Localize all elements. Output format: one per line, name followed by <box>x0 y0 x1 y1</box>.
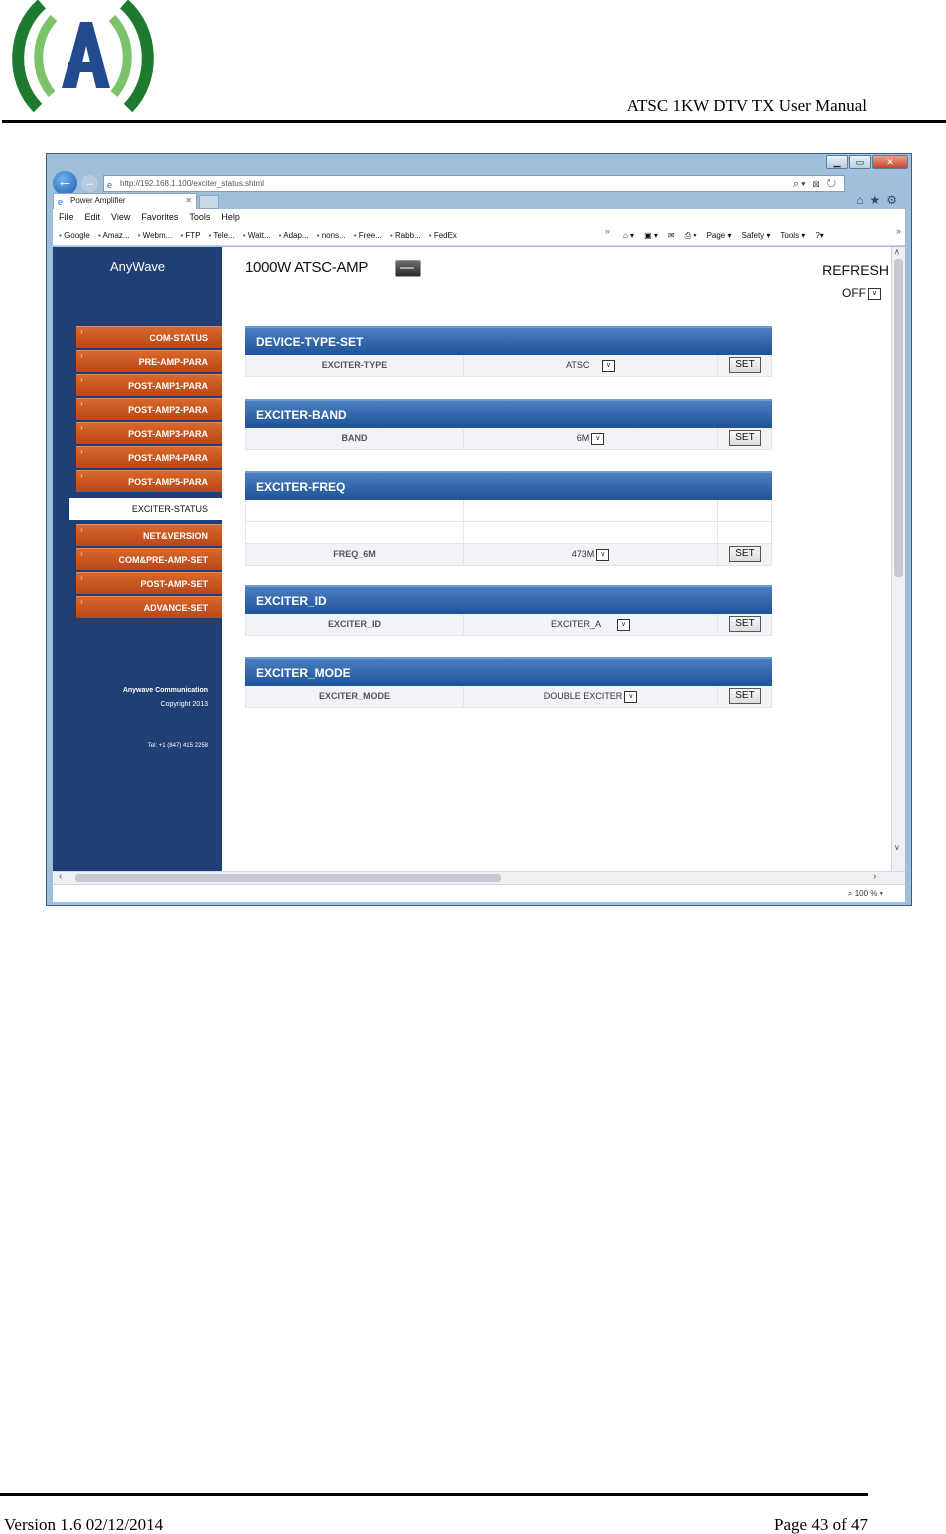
favorites-bar <box>53 225 905 246</box>
favorite-link[interactable]: ▪ Rabb... <box>390 225 421 246</box>
command-home-icon[interactable]: ⌂ ▾ <box>623 231 635 240</box>
set-button[interactable]: SET <box>729 357 761 373</box>
scroll-thumb[interactable] <box>75 874 501 882</box>
phone-text: Tel: +1 (847) 415 2258 <box>147 743 208 749</box>
favorite-link[interactable]: ▪ Amaz... <box>98 225 130 246</box>
empty-cell <box>464 522 718 543</box>
favorite-link[interactable]: ▪ Tele... <box>208 225 234 246</box>
window-controls <box>825 155 908 169</box>
field-value: 6M <box>576 433 590 443</box>
refresh-value: OFF <box>842 286 866 300</box>
chevron-down-icon[interactable]: ∨ <box>617 619 630 631</box>
tab-power-amplifier[interactable] <box>53 193 197 209</box>
chevron-down-icon[interactable]: ∨ <box>624 691 637 703</box>
section-header: EXCITER_ID <box>245 585 772 614</box>
sidebar-item-com-status[interactable]: › COM-STATUS <box>76 326 222 348</box>
section-device-type-set <box>245 326 772 377</box>
exciter-mode-select[interactable] <box>464 686 718 707</box>
footer-version: Version 1.6 02/12/2014 <box>4 1515 164 1534</box>
favorite-link[interactable]: ▪ Free... <box>354 225 382 246</box>
band-select[interactable] <box>464 428 718 449</box>
frequency-select[interactable] <box>464 544 718 565</box>
company-logo <box>4 0 162 112</box>
scroll-right-icon[interactable]: › <box>873 871 877 882</box>
favorites-star-icon[interactable]: ★ <box>869 193 881 207</box>
favorite-link[interactable]: ▪ FedEx <box>429 225 457 246</box>
table-row <box>245 544 772 566</box>
menu-view[interactable]: View <box>111 212 131 222</box>
menu-favorites[interactable]: Favorites <box>141 212 179 222</box>
address-bar[interactable] <box>103 175 845 192</box>
status-bar <box>53 884 905 902</box>
section-header: EXCITER_MODE <box>245 657 772 686</box>
favorite-link[interactable]: ▪ Watt... <box>243 225 271 246</box>
set-button[interactable]: SET <box>729 616 761 632</box>
field-label: BAND <box>246 428 464 449</box>
scroll-left-icon[interactable]: ‹ <box>59 871 63 882</box>
menu-file[interactable]: File <box>59 212 74 222</box>
table-row <box>245 428 772 450</box>
table-row <box>245 614 772 636</box>
sidebar-item-post-amp4-para[interactable]: › POST-AMP4-PARA <box>76 446 222 468</box>
command-mail-icon[interactable]: ✉ <box>667 231 675 240</box>
new-tab-button[interactable] <box>199 195 219 209</box>
command-bar <box>623 225 824 246</box>
refresh-label: REFRESH <box>822 262 889 278</box>
ie-tab-icon: e <box>58 197 64 207</box>
field-label: EXCITER-TYPE <box>246 355 464 376</box>
scroll-thumb[interactable] <box>894 259 903 577</box>
set-button[interactable]: SET <box>729 546 761 562</box>
close-window-icon[interactable]: ✕ <box>872 155 908 169</box>
empty-cell <box>246 522 464 543</box>
field-label: FREQ_6M <box>246 544 464 565</box>
chevron-down-icon[interactable]: ∨ <box>591 433 604 445</box>
command-tools[interactable]: Tools ▾ <box>780 231 806 240</box>
tab-title: Power Amplifier <box>70 196 126 205</box>
table-row <box>245 686 772 708</box>
command-overflow-icon[interactable]: » <box>895 226 901 236</box>
field-value: ATSC <box>566 360 590 370</box>
document-title: ATSC 1KW DTV TX User Manual <box>626 96 867 115</box>
field-value: 473M <box>571 549 595 559</box>
exciter-id-select[interactable] <box>464 614 718 635</box>
sidebar-item-post-amp1-para[interactable]: › POST-AMP1-PARA <box>76 374 222 396</box>
horizontal-scrollbar[interactable] <box>53 871 905 884</box>
favorite-link[interactable]: ▪ FTP <box>180 225 200 246</box>
section-exciter-id <box>245 585 772 636</box>
chevron-down-icon[interactable]: ∨ <box>602 360 615 372</box>
section-exciter-band <box>245 399 772 450</box>
vertical-scrollbar[interactable] <box>891 247 905 871</box>
tab-close-icon[interactable]: ✕ <box>185 196 192 205</box>
field-label: EXCITER_ID <box>246 614 464 635</box>
sidebar-item-net-version[interactable]: › NET&VERSION <box>76 524 222 546</box>
sidebar-item-post-amp-set[interactable]: › POST-AMP-SET <box>76 572 222 594</box>
favorite-link[interactable]: ▪ nons... <box>317 225 346 246</box>
section-header: EXCITER-FREQ <box>245 471 772 500</box>
sidebar-item-com-pre-amp-set[interactable]: › COM&PRE-AMP-SET <box>76 548 222 570</box>
search-refresh-icons[interactable]: ⌕▾ ⊠ ↻ <box>792 178 838 190</box>
chevron-down-icon[interactable]: ∨ <box>596 549 609 561</box>
set-button[interactable]: SET <box>729 430 761 446</box>
table-row <box>245 355 772 377</box>
home-icon[interactable]: ⌂ <box>856 193 864 207</box>
copyright-text: Copyright 2013 <box>160 701 208 708</box>
forward-button[interactable]: → <box>81 175 98 192</box>
command-page[interactable]: Page ▾ <box>706 231 732 240</box>
section-exciter-mode <box>245 657 772 708</box>
sidebar-item-pre-amp-para[interactable]: › PRE-AMP-PARA <box>76 350 222 372</box>
sidebar-item-post-amp3-para[interactable]: › POST-AMP3-PARA <box>76 422 222 444</box>
scroll-up-icon[interactable]: ∧ <box>894 247 900 256</box>
maximize-icon[interactable]: ▭ <box>849 155 871 169</box>
page-title: 1000W ATSC-AMP <box>245 259 369 276</box>
field-label: EXCITER_MODE <box>246 686 464 707</box>
command-safety[interactable]: Safety ▾ <box>741 231 771 240</box>
favorite-link[interactable]: ▪ Adap... <box>279 225 309 246</box>
section-header: DEVICE-TYPE-SET <box>245 326 772 355</box>
favorites-overflow-icon[interactable]: » <box>605 226 611 236</box>
sidebar <box>53 247 222 871</box>
company-name: Anywave Communication <box>122 687 208 694</box>
footer-page-number: Page 43 of 47 <box>774 1515 868 1534</box>
section-exciter-freq <box>245 471 772 566</box>
amplifier-device-icon <box>395 260 421 277</box>
sidebar-item-advance-set[interactable]: › ADVANCE-SET <box>76 596 222 618</box>
scroll-down-icon[interactable]: ∨ <box>894 843 900 852</box>
empty-cell <box>464 500 718 521</box>
table-row <box>245 500 772 522</box>
field-value: DOUBLE EXCITER <box>543 691 623 701</box>
sidebar-brand: AnyWave <box>110 259 166 274</box>
section-header: EXCITER-BAND <box>245 399 772 428</box>
command-feeds-icon[interactable]: ▣ ▾ <box>644 231 658 240</box>
address-url: http://192.168.1.100/exciter_status.shtml <box>120 179 265 188</box>
page-viewport <box>53 247 905 871</box>
minimize-icon[interactable]: ▁ <box>826 155 848 169</box>
field-value: EXCITER_A <box>550 619 601 629</box>
menu-bar <box>53 209 905 225</box>
browser-window <box>46 153 912 906</box>
table-row <box>245 522 772 544</box>
command-print-icon[interactable]: ⎙ ▾ <box>684 231 697 240</box>
refresh-select[interactable] <box>842 286 881 300</box>
ie-page-icon: e <box>107 180 113 190</box>
tab-bar <box>53 193 905 209</box>
zoom-control[interactable]: ⌕ 100 % ▾ <box>848 889 883 898</box>
menu-tools[interactable]: Tools <box>189 212 211 222</box>
set-button[interactable]: SET <box>729 688 761 704</box>
favorite-link[interactable]: ▪ Webm... <box>138 225 173 246</box>
exciter-type-select[interactable] <box>464 355 718 376</box>
sidebar-item-post-amp5-para[interactable]: › POST-AMP5-PARA <box>76 470 222 492</box>
menu-edit[interactable]: Edit <box>84 212 101 222</box>
menu-help[interactable]: Help <box>221 212 240 222</box>
footer-rule <box>0 1493 868 1496</box>
header-rule <box>2 120 946 123</box>
chevron-down-icon[interactable]: ∨ <box>868 288 881 300</box>
sidebar-item-post-amp2-para[interactable]: › POST-AMP2-PARA <box>76 398 222 420</box>
zoom-level: 100 % <box>854 889 878 898</box>
favorite-link[interactable]: ▪ Google <box>59 225 90 246</box>
back-button[interactable]: ← <box>53 171 77 195</box>
command-help[interactable]: ?▾ <box>815 231 824 240</box>
sidebar-item-exciter-status[interactable]: EXCITER-STATUS <box>69 498 222 520</box>
empty-cell <box>246 500 464 521</box>
gear-icon[interactable]: ⚙ <box>886 193 897 207</box>
